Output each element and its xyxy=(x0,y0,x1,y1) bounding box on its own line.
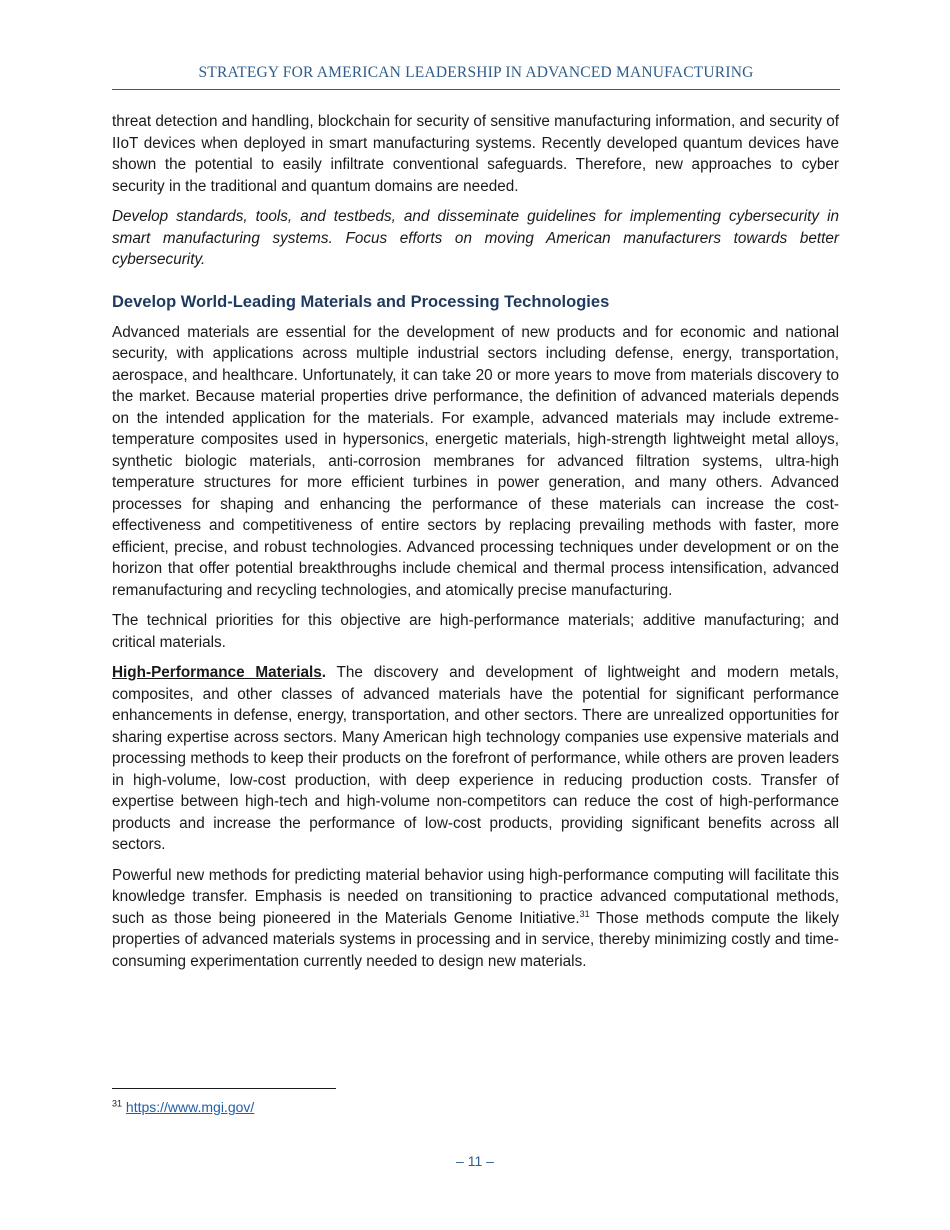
hpm-paragraph-text: The discovery and development of lightweight and modern metals, composites, and other classes of advanced materials have the potential for significant performance enhancements in defense, energy, transportation, and other sectors. There are unrealized opportunities for sharing expertise across sectors. Many American high technology companies use expensive materials and processing methods to keep their products on the forefront of performance, while others are proven leaders in high-volume, low-cost production, with deep experience in reducing production costs. Transfer of expertise between high-tech and high-volume non-competitors can reduce the cost of high-performance products and increase the performance of low-cost products, providing significant benefits across all sectors. xyxy=(112,664,839,853)
methods-text-a: Powerful new methods for predicting material behavior using high-performance computing will facilitate this knowledge transfer. Emphasis is needed on transitioning to practice advanced computational methods, such as those being pioneered in the Materials Genome Initiative. xyxy=(112,866,839,927)
header-divider xyxy=(112,89,840,90)
footnote-divider xyxy=(112,1088,336,1089)
intro-paragraph: threat detection and handling, blockchain for security of sensitive manufacturing information, and security of IIoT devices when deployed in smart manufacturing systems. Recently developed quantum devices have shown the potential to easily infiltrate conventional safeguards. Therefore, new approaches to cyber security in the traditional and quantum domains are needed. xyxy=(112,113,840,195)
hpm-run-in-heading: High-Performance Materials xyxy=(112,664,322,681)
footnote-number: 31 xyxy=(112,1098,123,1109)
hpm-run-in-period: . xyxy=(321,664,326,681)
priorities-paragraph: The technical priorities for this objective are high-performance materials; additive manufacturing; and critical materials. xyxy=(112,612,839,651)
hpm-paragraph xyxy=(112,662,839,856)
methods-text-b: Those methods compute the likely properties of advanced materials systems in processing and in service, thereby minimizing costly and time-consuming experimentation currently needed to design new materials. xyxy=(112,909,840,970)
methods-paragraph xyxy=(112,865,839,973)
footnote-reference[interactable]: 31 xyxy=(579,908,590,919)
page-number: – 11 – xyxy=(456,1153,494,1169)
section-heading: Develop World-Leading Materials and Processing Technologies xyxy=(112,292,610,311)
cybersecurity-recommendation: Develop standards, tools, and testbeds, and disseminate guidelines for implementing cybersecurity in smart manufacturing systems. Focus efforts on moving American manufacturers towards better cybersecurity. xyxy=(112,208,839,268)
footnote xyxy=(112,1098,254,1116)
page-body xyxy=(112,111,839,981)
running-header: STRATEGY FOR AMERICAN LEADERSHIP IN ADVANCED MANUFACTURING xyxy=(198,64,754,81)
materials-paragraph: Advanced materials are essential for the development of new products and for economic and national security, with applications across multiple industrial sectors including defense, energy, transportation, aerospace, and healthcare. Unfortunately, it can take 20 or more years to move from materials discovery to the market. Because material properties drive performance, the definition of advanced materials depends on the intended application for the materials. For example, advanced materials may include extreme-temperature composites used in hypersonics, energetic materials, high-strength lightweight metal alloys, synthetic biologic materials, anti-corrosion membranes for advanced filtration systems, ultra-high temperature structures for more efficient turbines in power generation, and many others. Advanced processes for shaping and enhancing the performance of these materials can increase the cost-effectiveness and competitiveness of entire sectors by replacing prevailing methods with faster, more efficient, precise, and robust technologies. Advanced processing techniques under development or on the horizon that offer potential breakthroughs include chemical and thermal process intensification, advanced remanufacturing and recycling technologies, and atomically precise manufacturing. xyxy=(112,323,839,599)
footnote-link[interactable]: https://www.mgi.gov/ xyxy=(125,1099,255,1115)
